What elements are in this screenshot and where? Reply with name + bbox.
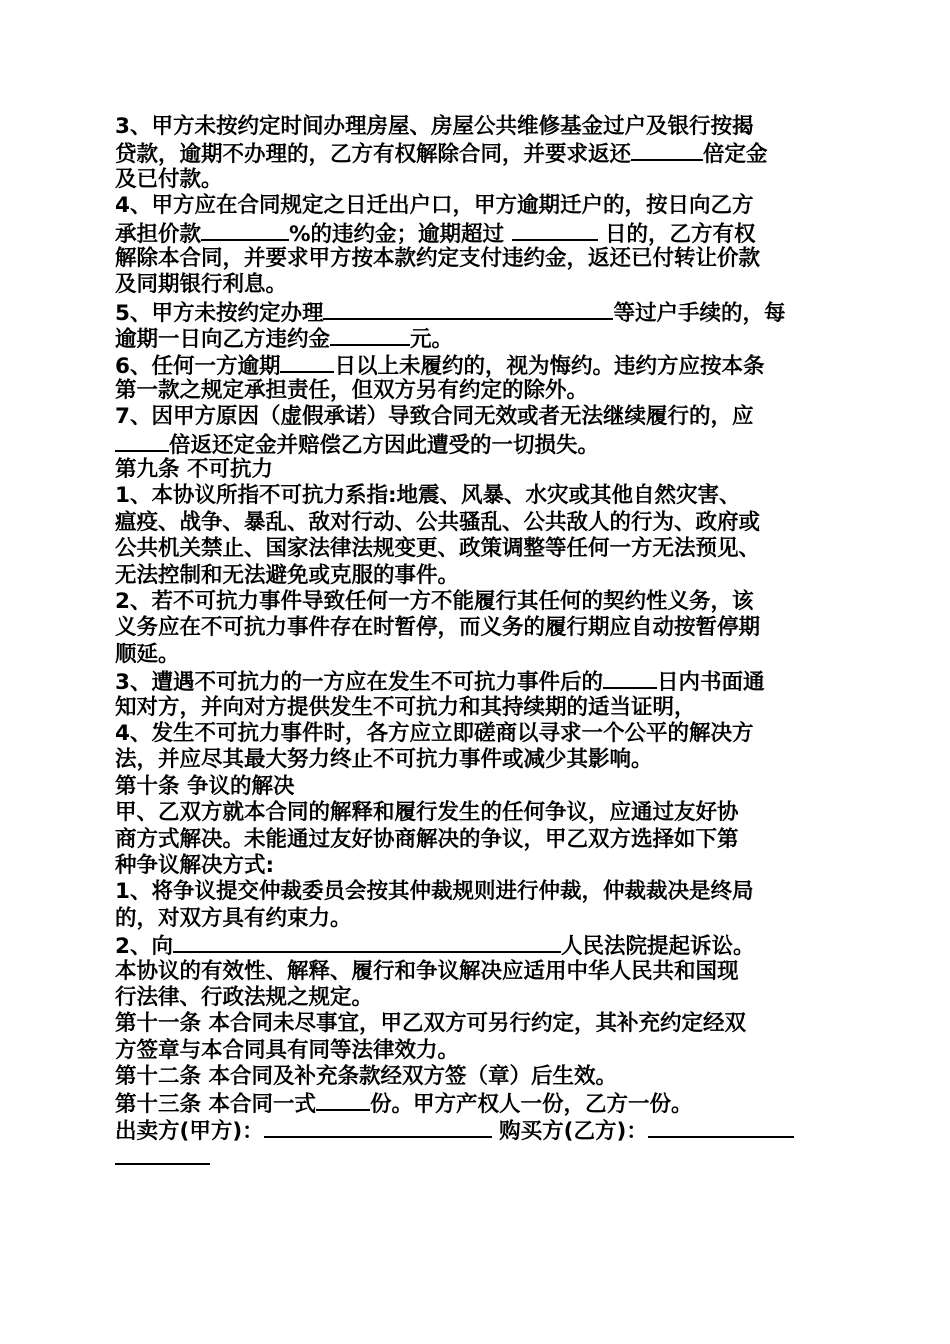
fill-in-blank[interactable] bbox=[603, 668, 657, 689]
text-segment: 5、甲方未按约定办理 bbox=[115, 300, 324, 326]
buyer-label: 购买方(乙方)： bbox=[491, 1118, 648, 1144]
text-segment: 2、向 bbox=[115, 934, 173, 960]
fill-in-blank[interactable] bbox=[323, 299, 613, 320]
text-segment: 第十二条 本合同及补充条款经双方签（章）后生效。 bbox=[115, 1064, 617, 1090]
text-segment: 第九条 不可抗力 bbox=[115, 457, 273, 483]
contract-page bbox=[115, 114, 840, 1165]
text-line bbox=[115, 140, 840, 166]
text-segment: 本协议的有效性、解释、履行和争议解决应适用中华人民共和国现 bbox=[115, 958, 739, 984]
text-line bbox=[115, 1011, 840, 1037]
text-segment: 日内书面通 bbox=[656, 670, 765, 696]
text-segment: 及已付款。 bbox=[115, 166, 223, 192]
text-line bbox=[115, 510, 840, 536]
text-segment: 顺延。 bbox=[115, 641, 180, 667]
text-line bbox=[115, 325, 840, 351]
fill-in-blank[interactable] bbox=[330, 325, 410, 346]
text-line bbox=[115, 906, 840, 932]
text-line bbox=[115, 352, 840, 378]
text-line bbox=[115, 879, 840, 905]
text-line bbox=[115, 932, 840, 958]
text-segment: 第十三条 本合同一式 bbox=[115, 1092, 316, 1118]
text-line bbox=[115, 747, 840, 773]
text-segment: 1、本协议所指不可抗力系指:地震、风暴、水灾或其他自然灾害、 bbox=[115, 483, 741, 509]
text-line bbox=[115, 668, 840, 694]
text-line bbox=[115, 536, 840, 562]
text-line bbox=[115, 272, 840, 298]
text-segment: 倍定金 bbox=[703, 142, 768, 168]
text-segment: 公共机关禁止、国家法律法规变更、政策调整等任何一方无法预见、 bbox=[115, 536, 761, 562]
text-line bbox=[115, 985, 840, 1011]
text-line bbox=[115, 563, 840, 589]
text-segment: 的，对双方具有约束力。 bbox=[115, 905, 352, 931]
text-segment: 行法律、行政法规之规定。 bbox=[115, 984, 374, 1010]
text-segment: %的违约金；逾期超过 bbox=[289, 221, 512, 247]
text-line bbox=[115, 959, 840, 985]
text-line bbox=[115, 220, 840, 246]
fill-in-blank[interactable] bbox=[173, 932, 561, 953]
text-segment: 方签章与本合同具有同等法律效力。 bbox=[115, 1037, 460, 1063]
text-segment: 人民法院提起诉讼。 bbox=[560, 934, 755, 960]
text-line bbox=[115, 1064, 840, 1090]
text-segment: 无法控制和无法避免或克服的事件。 bbox=[115, 562, 460, 588]
fill-in-blank[interactable] bbox=[201, 220, 289, 241]
text-segment: 商方式解决。未能通过友好协商解决的争议，甲乙双方选择如下第 bbox=[115, 826, 739, 852]
text-line bbox=[115, 774, 840, 800]
text-line bbox=[115, 483, 840, 509]
text-segment: 承担价款 bbox=[115, 221, 202, 247]
text-line bbox=[115, 589, 840, 615]
text-segment: 逾期一日向乙方违约金 bbox=[115, 327, 331, 353]
seller-label: 出卖方(甲方)： bbox=[115, 1118, 264, 1144]
text-line bbox=[115, 827, 840, 853]
fill-in-blank[interactable] bbox=[316, 1090, 370, 1111]
text-segment: 法，并应尽其最大努力终止不可抗力事件或减少其影响。 bbox=[115, 747, 653, 773]
text-segment: 3、遭遇不可抗力的一方应在发生不可抗力事件后的 bbox=[115, 670, 603, 696]
text-line bbox=[115, 615, 840, 641]
text-line bbox=[115, 1090, 840, 1116]
fill-in-blank[interactable] bbox=[631, 140, 703, 161]
text-segment: 第十一条 本合同未尽事宜，甲乙双方可另行约定，其补充约定经双 bbox=[115, 1011, 746, 1037]
buyer-signature-blank[interactable] bbox=[648, 1117, 794, 1138]
signature-row bbox=[115, 1117, 840, 1145]
text-segment: 第一款之规定承担责任，但双方另有约定的除外。 bbox=[115, 377, 589, 403]
text-line bbox=[115, 642, 840, 668]
fill-in-blank[interactable] bbox=[280, 352, 334, 373]
text-line bbox=[115, 114, 840, 140]
fill-in-blank[interactable] bbox=[115, 431, 169, 452]
text-segment: 第十条 争议的解决 bbox=[115, 773, 295, 799]
text-segment: 2、若不可抗力事件导致任何一方不能履行其任何的契约性义务，该 bbox=[115, 589, 754, 615]
text-segment: 解除本合同，并要求甲方按本款约定支付违约金，返还已付转让价款 bbox=[115, 245, 761, 271]
text-segment: 元。 bbox=[410, 327, 454, 353]
text-line bbox=[115, 431, 840, 457]
text-segment: 1、将争议提交仲裁委员会按其仲裁规则进行仲裁，仲裁裁决是终局 bbox=[115, 879, 754, 905]
text-line bbox=[115, 721, 840, 747]
text-segment: 日的，乙方有权 bbox=[597, 221, 756, 247]
seller-signature-blank[interactable] bbox=[264, 1117, 492, 1138]
text-line bbox=[115, 695, 840, 721]
text-line bbox=[115, 167, 840, 193]
text-segment: 甲、乙双方就本合同的解释和履行发生的任何争议，应通过友好协 bbox=[115, 800, 739, 826]
text-line bbox=[115, 853, 840, 879]
text-segment: 4、发生不可抗力事件时，各方应立即磋商以寻求一个公平的解决方 bbox=[115, 720, 754, 746]
text-segment: 3、甲方未按约定时间办理房屋、房屋公共维修基金过户及银行按揭 bbox=[115, 114, 754, 139]
text-segment: 知对方，并向对方提供发生不可抗力和其持续期的适当证明， bbox=[115, 694, 696, 720]
text-line bbox=[115, 404, 840, 430]
text-segment: 及同期银行利息。 bbox=[115, 272, 288, 298]
text-segment: 日以上未履约的，视为悔约。违约方应按本条 bbox=[334, 353, 765, 379]
text-line bbox=[115, 246, 840, 272]
text-segment: 6、任何一方逾期 bbox=[115, 353, 281, 379]
text-segment: 种争议解决方式: bbox=[115, 852, 275, 878]
text-line bbox=[115, 193, 840, 219]
text-line bbox=[115, 457, 840, 483]
text-line bbox=[115, 1038, 840, 1064]
fill-in-blank[interactable] bbox=[512, 220, 598, 241]
text-line bbox=[115, 800, 840, 826]
text-segment: 义务应在不可抗力事件存在时暂停，而义务的履行期应自动按暂停期 bbox=[115, 615, 761, 641]
text-segment: 瘟疫、战争、暴乱、敌对行动、公共骚乱、公共敌人的行为、政府或 bbox=[115, 509, 761, 535]
text-segment: 倍返还定金并赔偿乙方因此遭受的一切损失。 bbox=[169, 432, 600, 458]
text-segment: 贷款，逾期不办理的，乙方有权解除合同，并要求返还 bbox=[115, 142, 632, 168]
text-segment: 份。甲方产权人一份，乙方一份。 bbox=[370, 1092, 693, 1118]
buyer-signature-blank-continued[interactable] bbox=[115, 1145, 210, 1165]
text-segment: 7、因甲方原因（虚假承诺）导致合同无效或者无法继续履行的，应 bbox=[115, 404, 754, 430]
text-line bbox=[115, 299, 840, 325]
text-segment: 4、甲方应在合同规定之日迁出户口，甲方逾期迁户的，按日向乙方 bbox=[115, 193, 754, 219]
text-line bbox=[115, 378, 840, 404]
text-segment: 等过户手续的，每 bbox=[613, 300, 786, 326]
